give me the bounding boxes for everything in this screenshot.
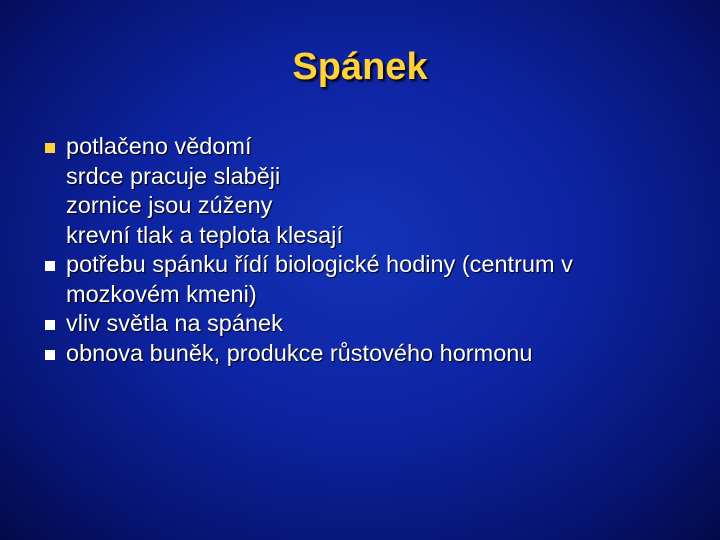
square-bullet-icon — [45, 261, 55, 271]
bullet-text: obnova buněk, produkce růstového hormonu — [66, 339, 533, 366]
bullet-text: vliv světla na spánek — [66, 310, 283, 336]
bullet-text: potlačeno vědomí — [66, 133, 252, 159]
list-item — [44, 250, 704, 309]
square-bullet-icon — [45, 143, 55, 153]
list-item — [44, 132, 704, 250]
slide-title: Spánek — [292, 46, 428, 88]
square-bullet-icon — [45, 350, 55, 360]
bullet-text: potřebu spánku řídí biologické hodiny (centrum v — [66, 251, 573, 277]
bullet-text: krevní tlak a teplota klesají — [66, 221, 343, 248]
square-bullet-icon — [45, 320, 55, 330]
bullet-text: zornice jsou zúženy — [66, 192, 273, 218]
bullet-text: mozkovém kmeni) — [66, 280, 257, 307]
list-item — [44, 309, 704, 339]
bullet-list — [44, 132, 704, 368]
bullet-text: srdce pracuje slaběji — [66, 162, 281, 189]
list-item — [44, 339, 704, 369]
